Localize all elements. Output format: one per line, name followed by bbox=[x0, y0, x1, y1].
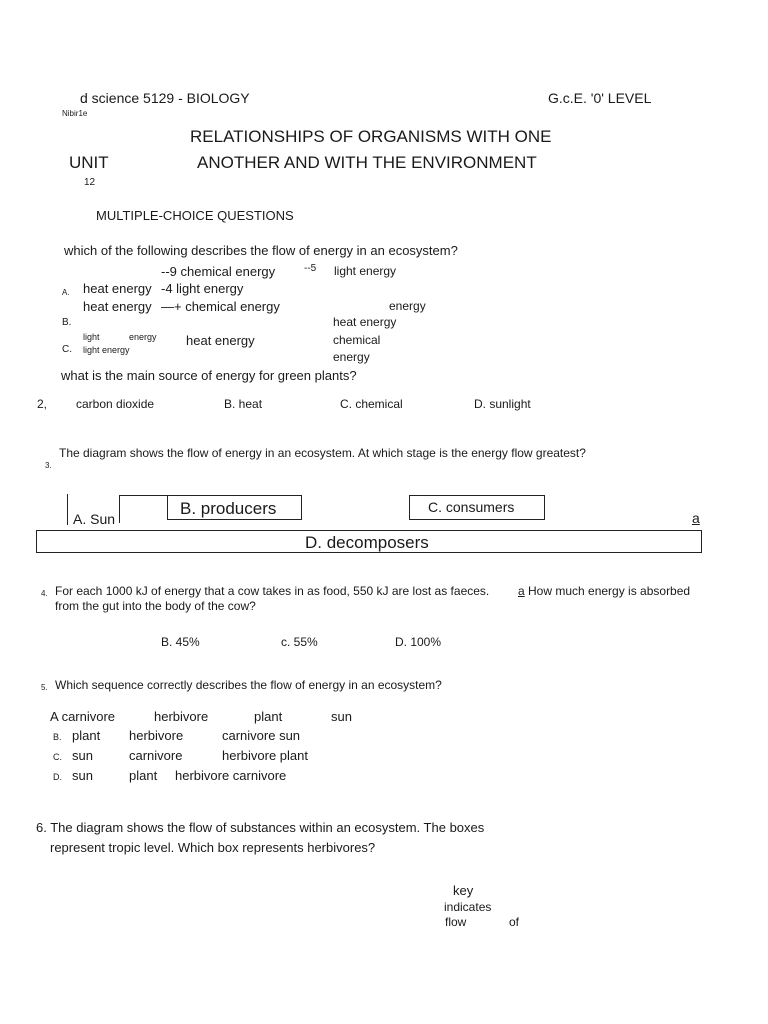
q1-row4-right: heat energy bbox=[333, 315, 397, 329]
q1-row3-left: heat energy bbox=[83, 299, 152, 314]
q4-number: 4. bbox=[41, 589, 48, 598]
q5-d-item: herbivore carnivore bbox=[175, 768, 287, 783]
q6-key-label: key bbox=[453, 883, 474, 898]
q5-b-label: B. bbox=[53, 732, 62, 742]
q1-question: which of the following describes the flow of energy in an ecosystem? bbox=[64, 243, 458, 258]
q5-b-item: carnivore sun bbox=[222, 728, 301, 743]
q5-d-item: sun bbox=[72, 768, 93, 783]
q3-stray-a: a bbox=[692, 510, 700, 526]
q4-option-b: B. 45% bbox=[161, 635, 200, 649]
author-tag: Nibir1e bbox=[62, 109, 88, 118]
q3-decomposers-label: D. decomposers bbox=[305, 533, 429, 552]
section-heading: MULTIPLE-CHOICE QUESTIONS bbox=[96, 208, 294, 223]
q5-d-label: D. bbox=[53, 772, 62, 782]
q1-row6-right: energy bbox=[333, 350, 370, 364]
q2-number: 2, bbox=[37, 397, 48, 411]
q5-a-item: sun bbox=[331, 709, 352, 724]
course-title: d science 5129 - BIOLOGY bbox=[80, 90, 250, 106]
q1-row1-arrow: --5 bbox=[304, 263, 317, 274]
q6-key-flow: flow bbox=[445, 915, 467, 929]
q1-row1-mid: --9 chemical energy bbox=[161, 264, 276, 279]
q1-a-label: A. bbox=[62, 288, 70, 297]
q4-line1-a: a bbox=[518, 584, 525, 598]
q3-sun-label: A. Sun bbox=[73, 511, 116, 527]
sun-divider bbox=[67, 494, 68, 525]
q5-number: 5. bbox=[41, 683, 48, 692]
q5-c-item: sun bbox=[72, 748, 93, 763]
q5-a-item: plant bbox=[254, 709, 283, 724]
q1-c-bottom: light energy bbox=[83, 345, 130, 355]
doc-title-line2: ANOTHER AND WITH THE ENVIRONMENT bbox=[197, 153, 537, 172]
q3-number: 3. bbox=[45, 461, 52, 470]
q6-line2: represent tropic level. Which box represents herbivores? bbox=[50, 840, 376, 855]
q1-c-top-left: light bbox=[83, 332, 100, 342]
q4-line1-end: How much energy is absorbed bbox=[528, 584, 691, 598]
q4-line2: from the gut into the body of the cow? bbox=[55, 599, 256, 613]
q5-a-item: herbivore bbox=[154, 709, 209, 724]
q1-b-label: B. bbox=[62, 317, 72, 328]
q5-c-item: carnivore bbox=[129, 748, 183, 763]
q1-a-left: heat energy bbox=[83, 281, 152, 296]
sun-right-edge bbox=[119, 495, 120, 523]
q4-option-d: D. 100% bbox=[395, 635, 442, 649]
producers-top-edge bbox=[119, 495, 167, 496]
decomposers-box bbox=[36, 530, 702, 553]
q1-a-mid: -4 light energy bbox=[161, 281, 244, 296]
producers-box bbox=[167, 495, 302, 520]
q5-b-item: herbivore bbox=[129, 728, 184, 743]
q2-question: what is the main source of energy for green plants? bbox=[61, 368, 357, 383]
unit-number: 12 bbox=[84, 177, 96, 188]
q1-row3-mid: —+ chemical energy bbox=[161, 299, 280, 314]
q1-row1-right: light energy bbox=[334, 264, 397, 278]
consumers-box bbox=[409, 495, 545, 520]
q1-c-top-right: energy bbox=[129, 332, 157, 342]
q6-line1: 6. The diagram shows the flow of substances within an ecosystem. The boxes bbox=[36, 820, 485, 835]
exam-level: G.c.E. '0' LEVEL bbox=[548, 90, 652, 106]
q6-key-indicates: indicates bbox=[444, 900, 492, 914]
q2-option-d: D. sunlight bbox=[474, 397, 531, 411]
q2-option-c: C. chemical bbox=[340, 397, 403, 411]
q2-option-b: B. heat bbox=[224, 397, 263, 411]
q1-row3-right: energy bbox=[389, 299, 426, 313]
q3-producers-label: B. producers bbox=[180, 499, 277, 518]
q2-option-a: carbon dioxide bbox=[76, 397, 155, 411]
q5-b-item: plant bbox=[72, 728, 101, 743]
q5-c-item: herbivore plant bbox=[222, 748, 308, 763]
q3-consumers-label: C. consumers bbox=[428, 499, 515, 515]
q1-c-label: C. bbox=[62, 344, 72, 355]
q3-question: The diagram shows the flow of energy in an ecosystem. At which stage is the energy flow greatest? bbox=[59, 446, 586, 460]
q1-c-mid: heat energy bbox=[186, 333, 255, 348]
q5-d-item: plant bbox=[129, 768, 158, 783]
q5-question: Which sequence correctly describes the flow of energy in an ecosystem? bbox=[55, 678, 442, 692]
q1-c-right: chemical bbox=[333, 333, 381, 347]
q4-option-c: c. 55% bbox=[281, 635, 318, 649]
unit-label: UNIT bbox=[69, 153, 109, 172]
doc-title-line1: RELATIONSHIPS OF ORGANISMS WITH ONE bbox=[190, 127, 552, 146]
q6-key-of: of bbox=[509, 915, 520, 929]
q5-c-label: C. bbox=[53, 752, 62, 762]
q4-line1-start: For each 1000 kJ of energy that a cow takes in as food, 550 kJ are lost as faeces. bbox=[55, 584, 490, 598]
q5-a-item: A carnivore bbox=[50, 709, 116, 724]
